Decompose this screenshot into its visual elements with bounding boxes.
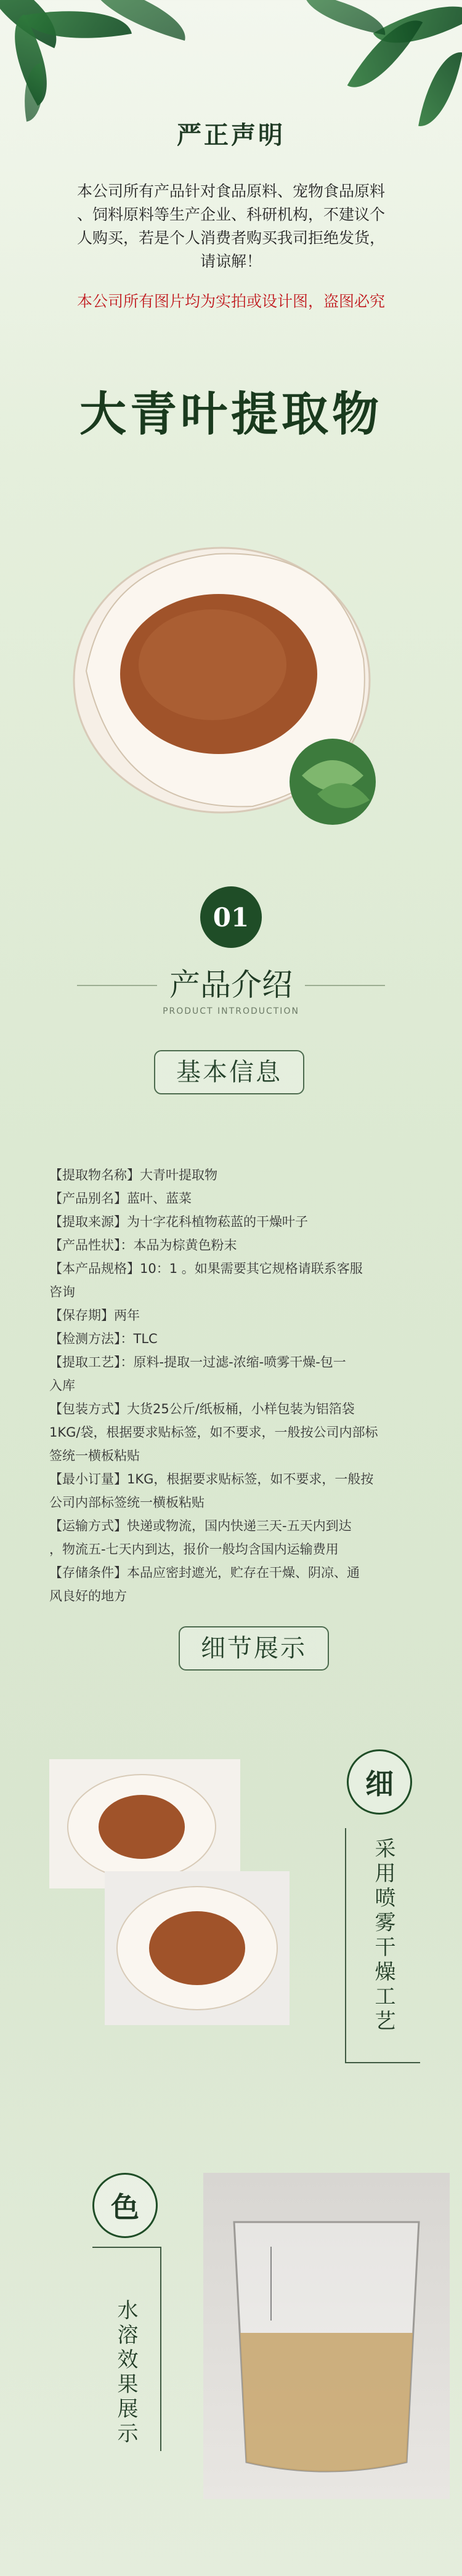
- notice-line: 人购买，若是个人消费者购买我司拒绝发货，: [76, 229, 385, 247]
- fine-text: 采用喷雾干燥工艺: [371, 1837, 395, 2034]
- color-badge: 色: [92, 2173, 158, 2238]
- info-line: 【本产品规格】10：1 。如果需要其它规格请联系客服: [49, 1261, 363, 1276]
- notice-line: 本公司所有产品针对食品原料、宠物食品原料: [76, 182, 385, 200]
- info-line: 【存储条件】本品应密封遮光，贮存在干燥、阴凉、通: [49, 1565, 360, 1580]
- info-line: 风良好的地方: [49, 1589, 127, 1603]
- section-title: 产品介绍: [169, 967, 293, 1003]
- info-line: 【最小订量】1KG，根据要求贴标签，如不要求，一般按: [49, 1472, 374, 1487]
- product-title: 大青叶提取物: [79, 387, 383, 441]
- info-line: ，物流五-七天内到达，报价一般均含国内运输费用: [49, 1542, 339, 1557]
- info-line: 【检测方法】：TLC: [49, 1331, 158, 1346]
- info-line: 【提取来源】为十字花科植物菘蓝的干燥叶子: [49, 1214, 308, 1229]
- info-line: 【提取物名称】大青叶提取物: [49, 1168, 217, 1182]
- section-number-badge: 01: [200, 886, 262, 948]
- info-line: 【产品别名】蓝叶、蓝菜: [49, 1191, 192, 1206]
- notice-line: 、饲料原料等生产企业、科研机构，不建议个: [76, 206, 385, 223]
- info-line: 【运输方式】快递或物流，国内快递三天-五天内到达: [49, 1519, 352, 1533]
- info-line: 1KG/袋，根据要求贴标签，如不要求，一般按公司内部标: [49, 1425, 378, 1440]
- color-text: 水溶效果展示: [113, 2299, 138, 2447]
- info-line: 公司内部标签统一横板粘贴: [49, 1495, 205, 1510]
- info-line: 签统一横板粘贴: [49, 1448, 140, 1463]
- powder-plate-image: [68, 517, 382, 831]
- powder-photo-2: [105, 1871, 290, 2025]
- section-subtitle: PRODUCT INTRODUCTION: [163, 1006, 299, 1016]
- info-line: 【保存期】两年: [49, 1308, 140, 1323]
- notice-title: 严正声明: [177, 121, 285, 150]
- notice-body: [62, 180, 400, 273]
- powder-photo-1: [49, 1759, 240, 1888]
- product-info-list: [49, 1163, 419, 1608]
- notice-red-warning: 本公司所有图片均为实拍或设计图，盗图必究: [76, 292, 385, 310]
- basic-info-pill: 基本信息: [154, 1050, 304, 1094]
- fine-badge: 细: [347, 1749, 412, 1815]
- info-line: 【提取工艺】：原料-提取一过滤-浓缩-喷雾干燥-包一: [49, 1355, 346, 1370]
- notice-line: 请谅解！: [200, 252, 262, 270]
- info-line: 【包装方式】大货25公斤/纸板桶，小样包装为铝箔袋: [49, 1402, 355, 1416]
- info-line: 咨询: [49, 1285, 75, 1299]
- beaker-photo: [203, 2173, 450, 2499]
- info-line: 入库: [49, 1378, 75, 1393]
- info-line: 【产品性状】：本品为棕黄色粉末: [49, 1238, 237, 1253]
- detail-pill: 细节展示: [179, 1626, 329, 1671]
